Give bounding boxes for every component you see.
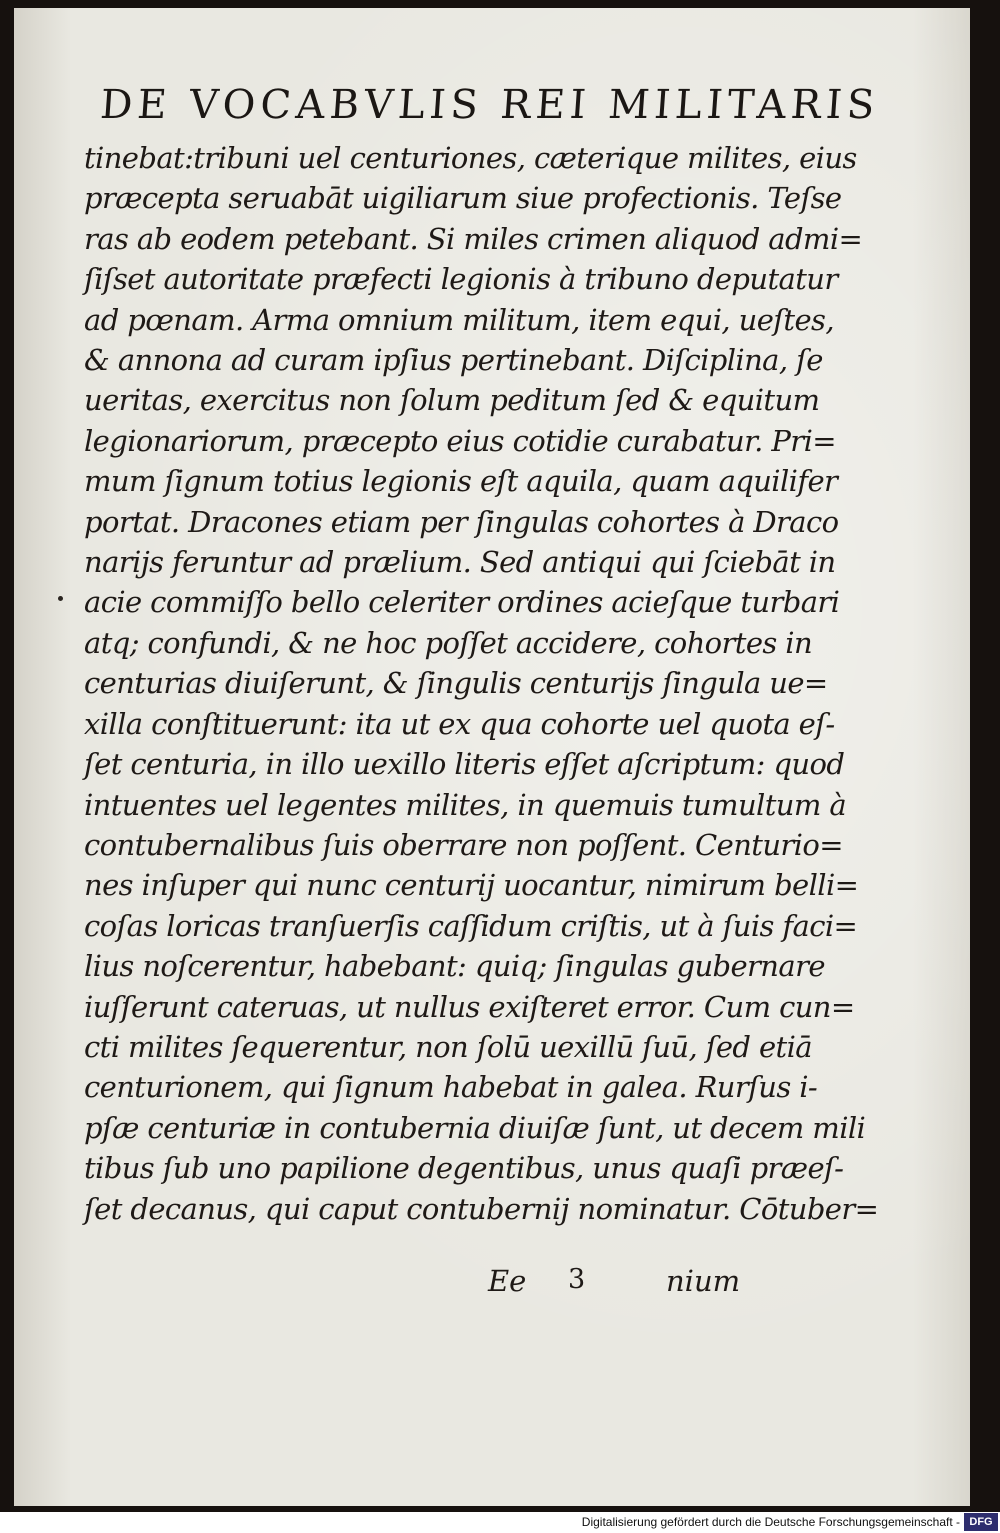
text-line: tinebat:tribuni uel centuriones, cæterique milites, eius	[84, 141, 857, 175]
text-line: cti milites ſequerentur, non ſolū uexillū ſuū, ſed etiā	[84, 1029, 812, 1064]
text-line: præcepta seruabāt uigiliarum siue profectionis. Teſse	[84, 181, 842, 216]
body-text	[84, 138, 879, 1229]
text-line: ad pœnam. Arma omnium militum, item equi, ueſtes,	[84, 302, 834, 337]
text-line: portat. Dracones etiam per ſingulas cohortes à Draco	[84, 504, 839, 539]
text-line: nes inſuper qui nunc centurij uocantur, nimirum belli=	[84, 868, 859, 903]
catchword: nium	[666, 1264, 741, 1298]
text-line: & annona ad curam ipſius pertinebant. Diſciplina, ſe	[84, 343, 823, 378]
running-head: DE VOCABVLIS REI MILITARIS	[98, 82, 881, 128]
text-line: centurionem, qui ſignum habebat in galea. Rurſus i-	[84, 1070, 818, 1105]
text-line: lius noſcerentur, habebant: quiq; ſingulas gubernare	[84, 949, 825, 984]
text-line: intuentes uel legentes milites, in quemuis tumultum à	[84, 787, 847, 822]
page-number: 3	[568, 1264, 586, 1295]
signature-mark: Ee	[488, 1264, 527, 1298]
ink-speck	[58, 596, 63, 601]
text-line: narijs feruntur ad prælium. Sed antiqui qui ſciebāt in	[84, 545, 836, 580]
book-page	[14, 8, 970, 1506]
dfg-logo: DFG	[964, 1513, 998, 1531]
text-line: mum ſignum totius legionis eſt aquila, quam aquilifer	[84, 464, 838, 499]
text-line: coſas loricas tranſuerſis caſſidum criſtis, ut à ſuis faci=	[84, 908, 858, 943]
text-line: iuſſerunt cateruas, ut nullus exiſteret error. Cum cun=	[84, 989, 855, 1024]
funding-note: Digitalisierung gefördert durch die Deutsche Forschungsgemeinschaft -	[581, 1515, 960, 1529]
text-line: contubernalibus ſuis oberrare non poſſent. Centurio=	[84, 827, 843, 862]
text-line: xilla conſtituerunt: ita ut ex qua cohorte uel quota eſ-	[84, 706, 835, 741]
text-line: acie commiſſo bello celeriter ordines acieſque turbari	[84, 585, 840, 620]
text-line: ueritas, exercitus non ſolum peditum ſed & equitum	[84, 383, 820, 418]
text-line: ſiſset autoritate præfecti legionis à tribuno deputatur	[84, 262, 838, 297]
text-line: ſet centuria, in illo uexillo literis eſſet aſcriptum: quod	[84, 747, 845, 782]
text-line: ſet decanus, qui caput contubernij nominatur. Cōtuber=	[84, 1191, 879, 1226]
text-line: legionariorum, præcepto eius cotidie curabatur. Pri=	[84, 423, 836, 458]
text-line: tibus ſub uno papilione degentibus, unus quaſi præeſ-	[84, 1151, 844, 1186]
text-line: atq; confundi, & ne hoc poſſet accidere, cohortes in	[84, 625, 813, 660]
text-line: pſæ centuriæ in contubernia diuiſæ ſunt, ut decem mili	[84, 1110, 866, 1145]
text-line: ras ab eodem petebant. Si miles crimen aliquod admi=	[84, 221, 863, 256]
text-line: centurias diuiſerunt, & ſingulis centurijs ſingula ue=	[84, 666, 828, 701]
